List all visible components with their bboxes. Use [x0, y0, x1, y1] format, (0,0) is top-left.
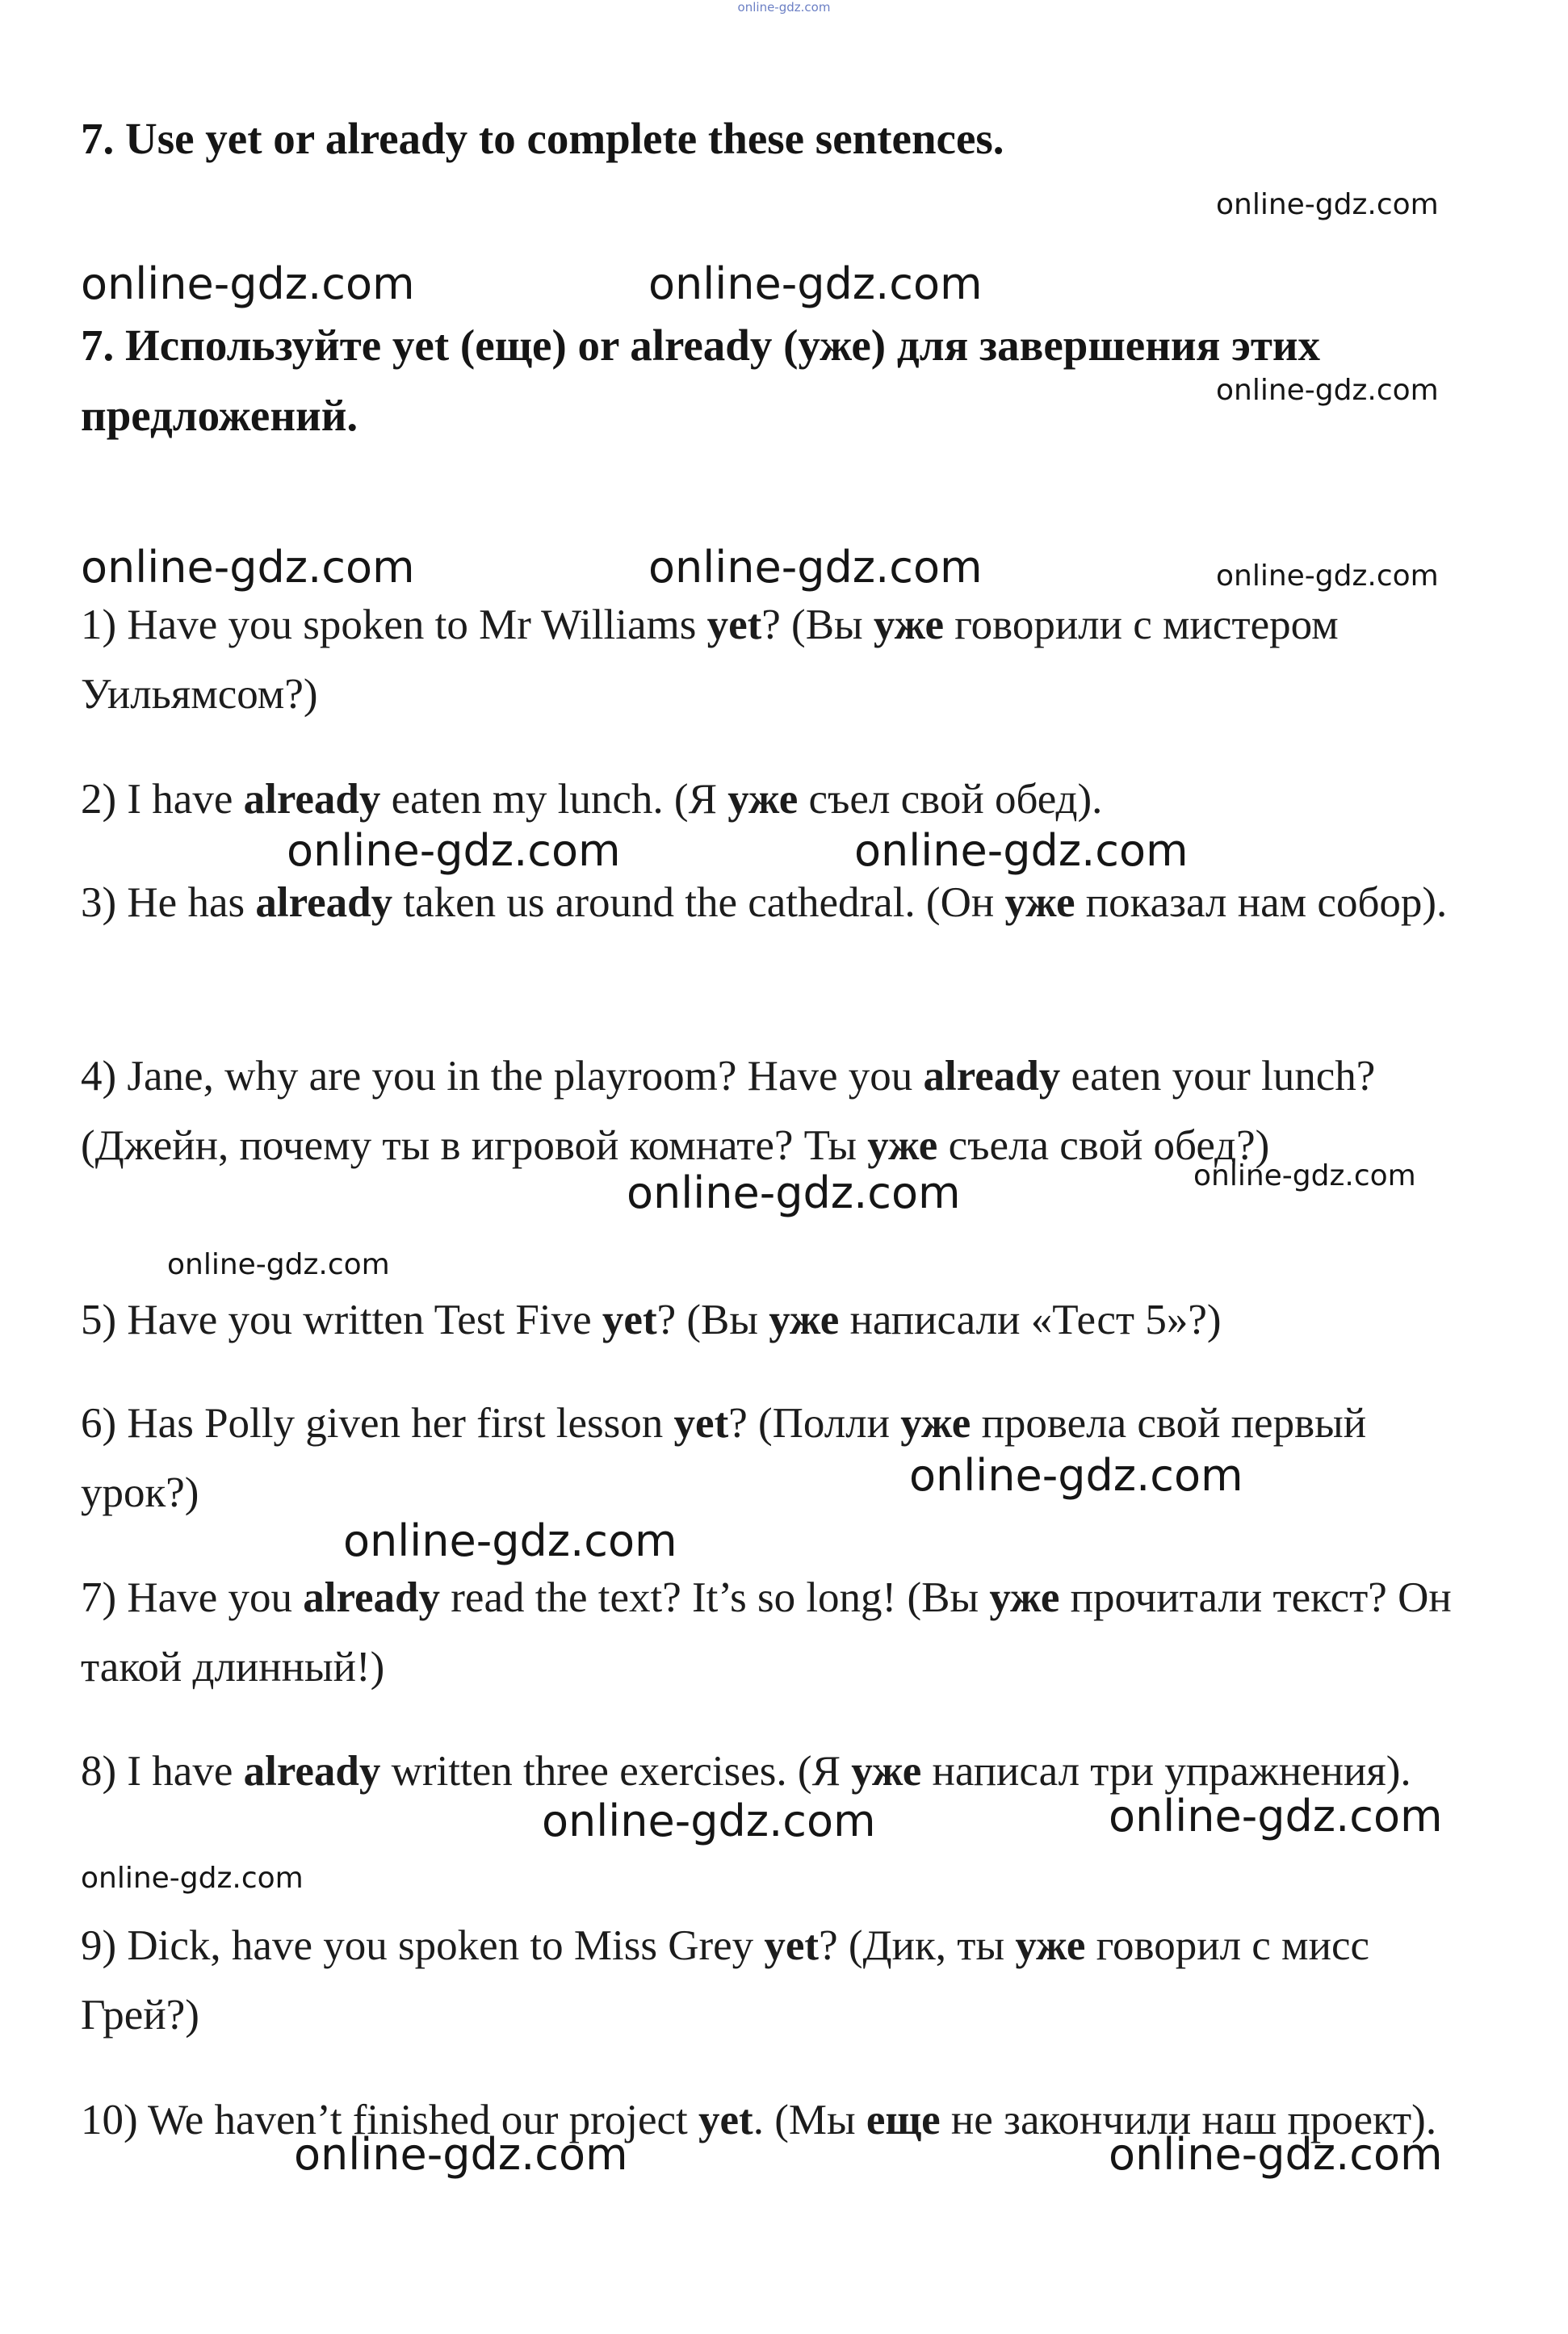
- watermark: online-gdz.com: [81, 258, 415, 309]
- sentence-9: 9) Dick, have you spoken to Miss Grey yet? (Дик, ты уже говорил с мисс Грей?): [81, 1922, 1369, 2039]
- watermark: online-gdz.com: [287, 825, 621, 876]
- sentence-2: 2) I have already eaten my lunch. (Я уже съел свой обед).: [81, 776, 1103, 823]
- watermark: online-gdz.com: [1109, 1791, 1443, 1842]
- watermark: online-gdz.com: [167, 1248, 390, 1281]
- watermark: online-gdz.com: [1216, 559, 1439, 593]
- watermark: online-gdz.com: [627, 1167, 961, 1218]
- watermark: online-gdz.com: [542, 1796, 876, 1846]
- exercise-heading-en: 7. Use yet or already to complete these sentences.: [81, 114, 1004, 163]
- watermark: online-gdz.com: [648, 258, 983, 309]
- watermark: online-gdz.com: [343, 1515, 677, 1566]
- watermark: online-gdz.com: [81, 542, 415, 593]
- exercise-heading-ru-line1: 7. Используйте yet (еще) or already (уже) для завершения этих: [81, 321, 1321, 370]
- sentence-10: 10) We haven’t finished our project yet. (Мы еще не закончили наш проект).: [81, 2097, 1437, 2143]
- watermark: online-gdz.com: [648, 542, 983, 593]
- sentence-3: 3) He has already taken us around the cathedral. (Он уже показал нам собор).: [81, 879, 1448, 926]
- watermark: online-gdz.com: [81, 1862, 304, 1895]
- watermark: online-gdz.com: [1193, 1159, 1416, 1192]
- sentence-6: 6) Has Polly given her first lesson yet? (Полли уже провела свой первый урок?): [81, 1400, 1367, 1516]
- watermark: online-gdz.com: [1216, 374, 1439, 407]
- sentence-4: 4) Jane, why are you in the playroom? Have you already eaten your lunch? (Джейн, почему ты в игровой комнате? Ты уже съела свой обед?): [81, 1053, 1376, 1169]
- watermark: online-gdz.com: [909, 1450, 1243, 1501]
- sentence-5: 5) Have you written Test Five yet? (Вы уже написали «Тест 5»?): [81, 1297, 1222, 1343]
- watermark: online-gdz.com: [1216, 188, 1439, 221]
- watermark: online-gdz.com: [854, 825, 1189, 876]
- exercise-heading-ru-line2: предложений.: [81, 391, 358, 440]
- watermark: online-gdz.com: [294, 2129, 628, 2180]
- top-watermark: online-gdz.com: [737, 0, 831, 15]
- watermark: online-gdz.com: [1109, 2129, 1443, 2180]
- sentence-1: 1) Have you spoken to Mr Williams yet? (Вы уже говорили с мистером Уильямсом?): [81, 601, 1339, 718]
- sentence-8: 8) I have already written three exercises. (Я уже написал три упражнения).: [81, 1748, 1411, 1795]
- sentence-7: 7) Have you already read the text? It’s so long! (Вы уже прочитали текст? Он такой длинный!): [81, 1574, 1452, 1691]
